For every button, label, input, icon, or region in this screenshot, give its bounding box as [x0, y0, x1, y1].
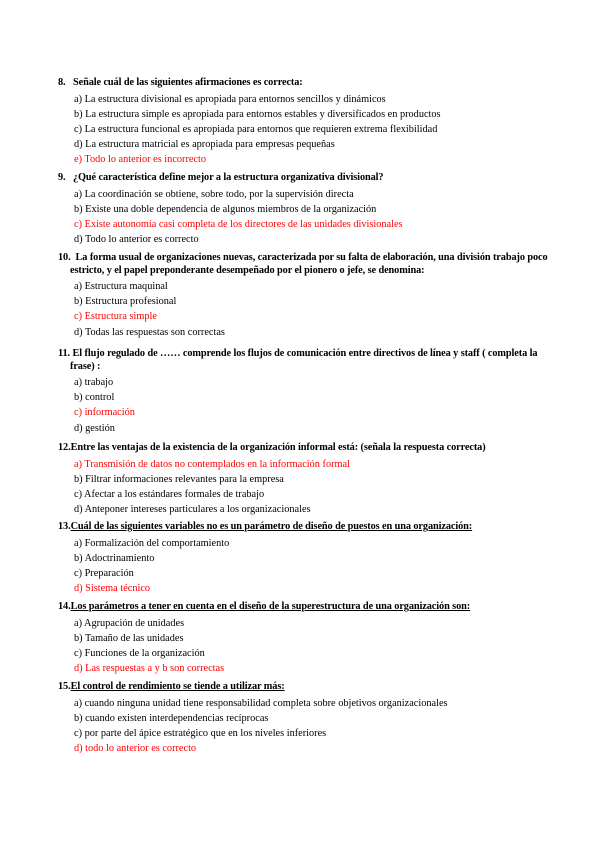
option-d: d) Todas las respuestas son correctas	[74, 326, 225, 338]
question-text: ¿Qué característica define mejor a la estructura organizativa divisional?	[72, 172, 384, 183]
question-number: 12.	[58, 442, 71, 453]
option-b: b) Tamaño de las unidades	[74, 632, 184, 644]
question-text: El flujo regulado de …… comprende los flujos de comunicación entre directivos de línea y staff ( completa la frase) :	[70, 348, 538, 372]
option-d-correct: d) Sistema técnico	[74, 583, 151, 595]
option-d: d) Todo lo anterior es correcto	[74, 234, 199, 246]
question-text: La forma usual de organizaciones nuevas, caracterizada por su falta de elaboración, una división trabajo poco estricto, y el papel preponderante desempeñado por el pionero o jefe, se denomina:	[70, 252, 548, 276]
question-10-title	[58, 252, 550, 277]
option-c-correct: c) Estructura simple	[74, 311, 157, 323]
option-a: a) Agrupación de unidades	[74, 617, 185, 629]
option-d: d) La estructura matricial es apropiada para empresas pequeñas	[74, 139, 335, 151]
option-a: a) La estructura divisional es apropiada para entornos sencillos y dinámicos	[74, 93, 386, 105]
option-b: b) La estructura simple es apropiada para entornos estables y diversificados en productos	[74, 108, 441, 120]
question-13	[58, 521, 550, 596]
option-d: d) Anteponer intereses particulares a los organizacionales	[74, 504, 311, 516]
option-c-correct: c) información	[74, 407, 135, 419]
option-d-correct: d) Las respuestas a y b son correctas	[74, 663, 225, 675]
question-14-title	[58, 601, 550, 614]
option-d-correct: d) todo lo anterior es correcto	[74, 743, 197, 755]
option-b: b) Existe una doble dependencia de algunos miembros de la organización	[74, 203, 377, 215]
option-b: b) Estructura profesional	[74, 296, 177, 308]
question-number: 8.	[58, 77, 66, 88]
option-a: a) Estructura maquinal	[74, 281, 168, 292]
option-c-correct: c) Existe autonomía casi completa de los directores de las unidades divisionales	[74, 218, 403, 230]
question-15	[58, 681, 550, 756]
question-8	[58, 77, 550, 168]
option-e-correct: e) Todo lo anterior es incorrecto	[74, 154, 207, 166]
question-15-title	[58, 681, 550, 694]
question-number: 11.	[58, 348, 71, 359]
question-12	[58, 442, 550, 517]
question-number: 14.	[58, 601, 71, 612]
option-c: c) La estructura funcional es apropiada para entornos que requieren extrema flexibilidad	[74, 123, 438, 135]
option-b: b) cuando existen interdependencias recíprocas	[74, 712, 269, 724]
question-14	[58, 601, 550, 676]
question-text: Señale cuál de las siguientes afirmaciones es correcta:	[72, 77, 303, 88]
question-number: 9.	[58, 172, 66, 183]
question-number: 10.	[58, 252, 71, 263]
question-11	[58, 348, 550, 436]
option-a: a) trabajo	[74, 377, 114, 388]
option-b: b) Adoctrinamiento	[74, 552, 155, 564]
option-a-correct: a) Transmisión de datos no contemplados en la información formal	[74, 458, 350, 470]
question-12-title	[58, 442, 550, 455]
question-text: Entre las ventajas de la existencia de la organización informal está: (señala la respuesta correcta)	[70, 442, 486, 453]
option-b: b) Filtrar informaciones relevantes para la empresa	[74, 473, 284, 485]
question-number: 15.	[58, 681, 71, 692]
question-text: El control de rendimiento se tiende a utilizar más:	[70, 681, 285, 692]
question-13-title	[58, 521, 550, 534]
option-c: c) Funciones de la organización	[74, 647, 205, 659]
question-number: 13.	[58, 521, 71, 532]
option-a: a) La coordinación se obtiene, sobre todo, por la supervisión directa	[74, 188, 354, 200]
option-c: c) Preparación	[74, 567, 134, 579]
option-a: a) cuando ninguna unidad tiene responsabilidad completa sobre objetivos organizacionales	[74, 697, 448, 709]
question-10	[58, 252, 550, 340]
question-text: Los parámetros a tener en cuenta en el diseño de la superestructura de una organización son:	[70, 601, 471, 612]
question-8-title	[58, 77, 550, 90]
option-c: c) por parte del ápice estratégico que en los niveles inferiores	[74, 727, 327, 739]
option-a: a) Formalización del comportamiento	[74, 537, 230, 549]
option-c: c) Afectar a los estándares formales de trabajo	[74, 488, 265, 500]
question-text: Cuál de las siguientes variables no es un parámetro de diseño de puestos en una organización:	[70, 521, 473, 532]
question-11-title	[58, 348, 550, 373]
option-b: b) control	[74, 392, 115, 404]
option-d: d) gestión	[74, 422, 115, 434]
question-9-title	[58, 172, 550, 185]
question-9	[58, 172, 550, 247]
